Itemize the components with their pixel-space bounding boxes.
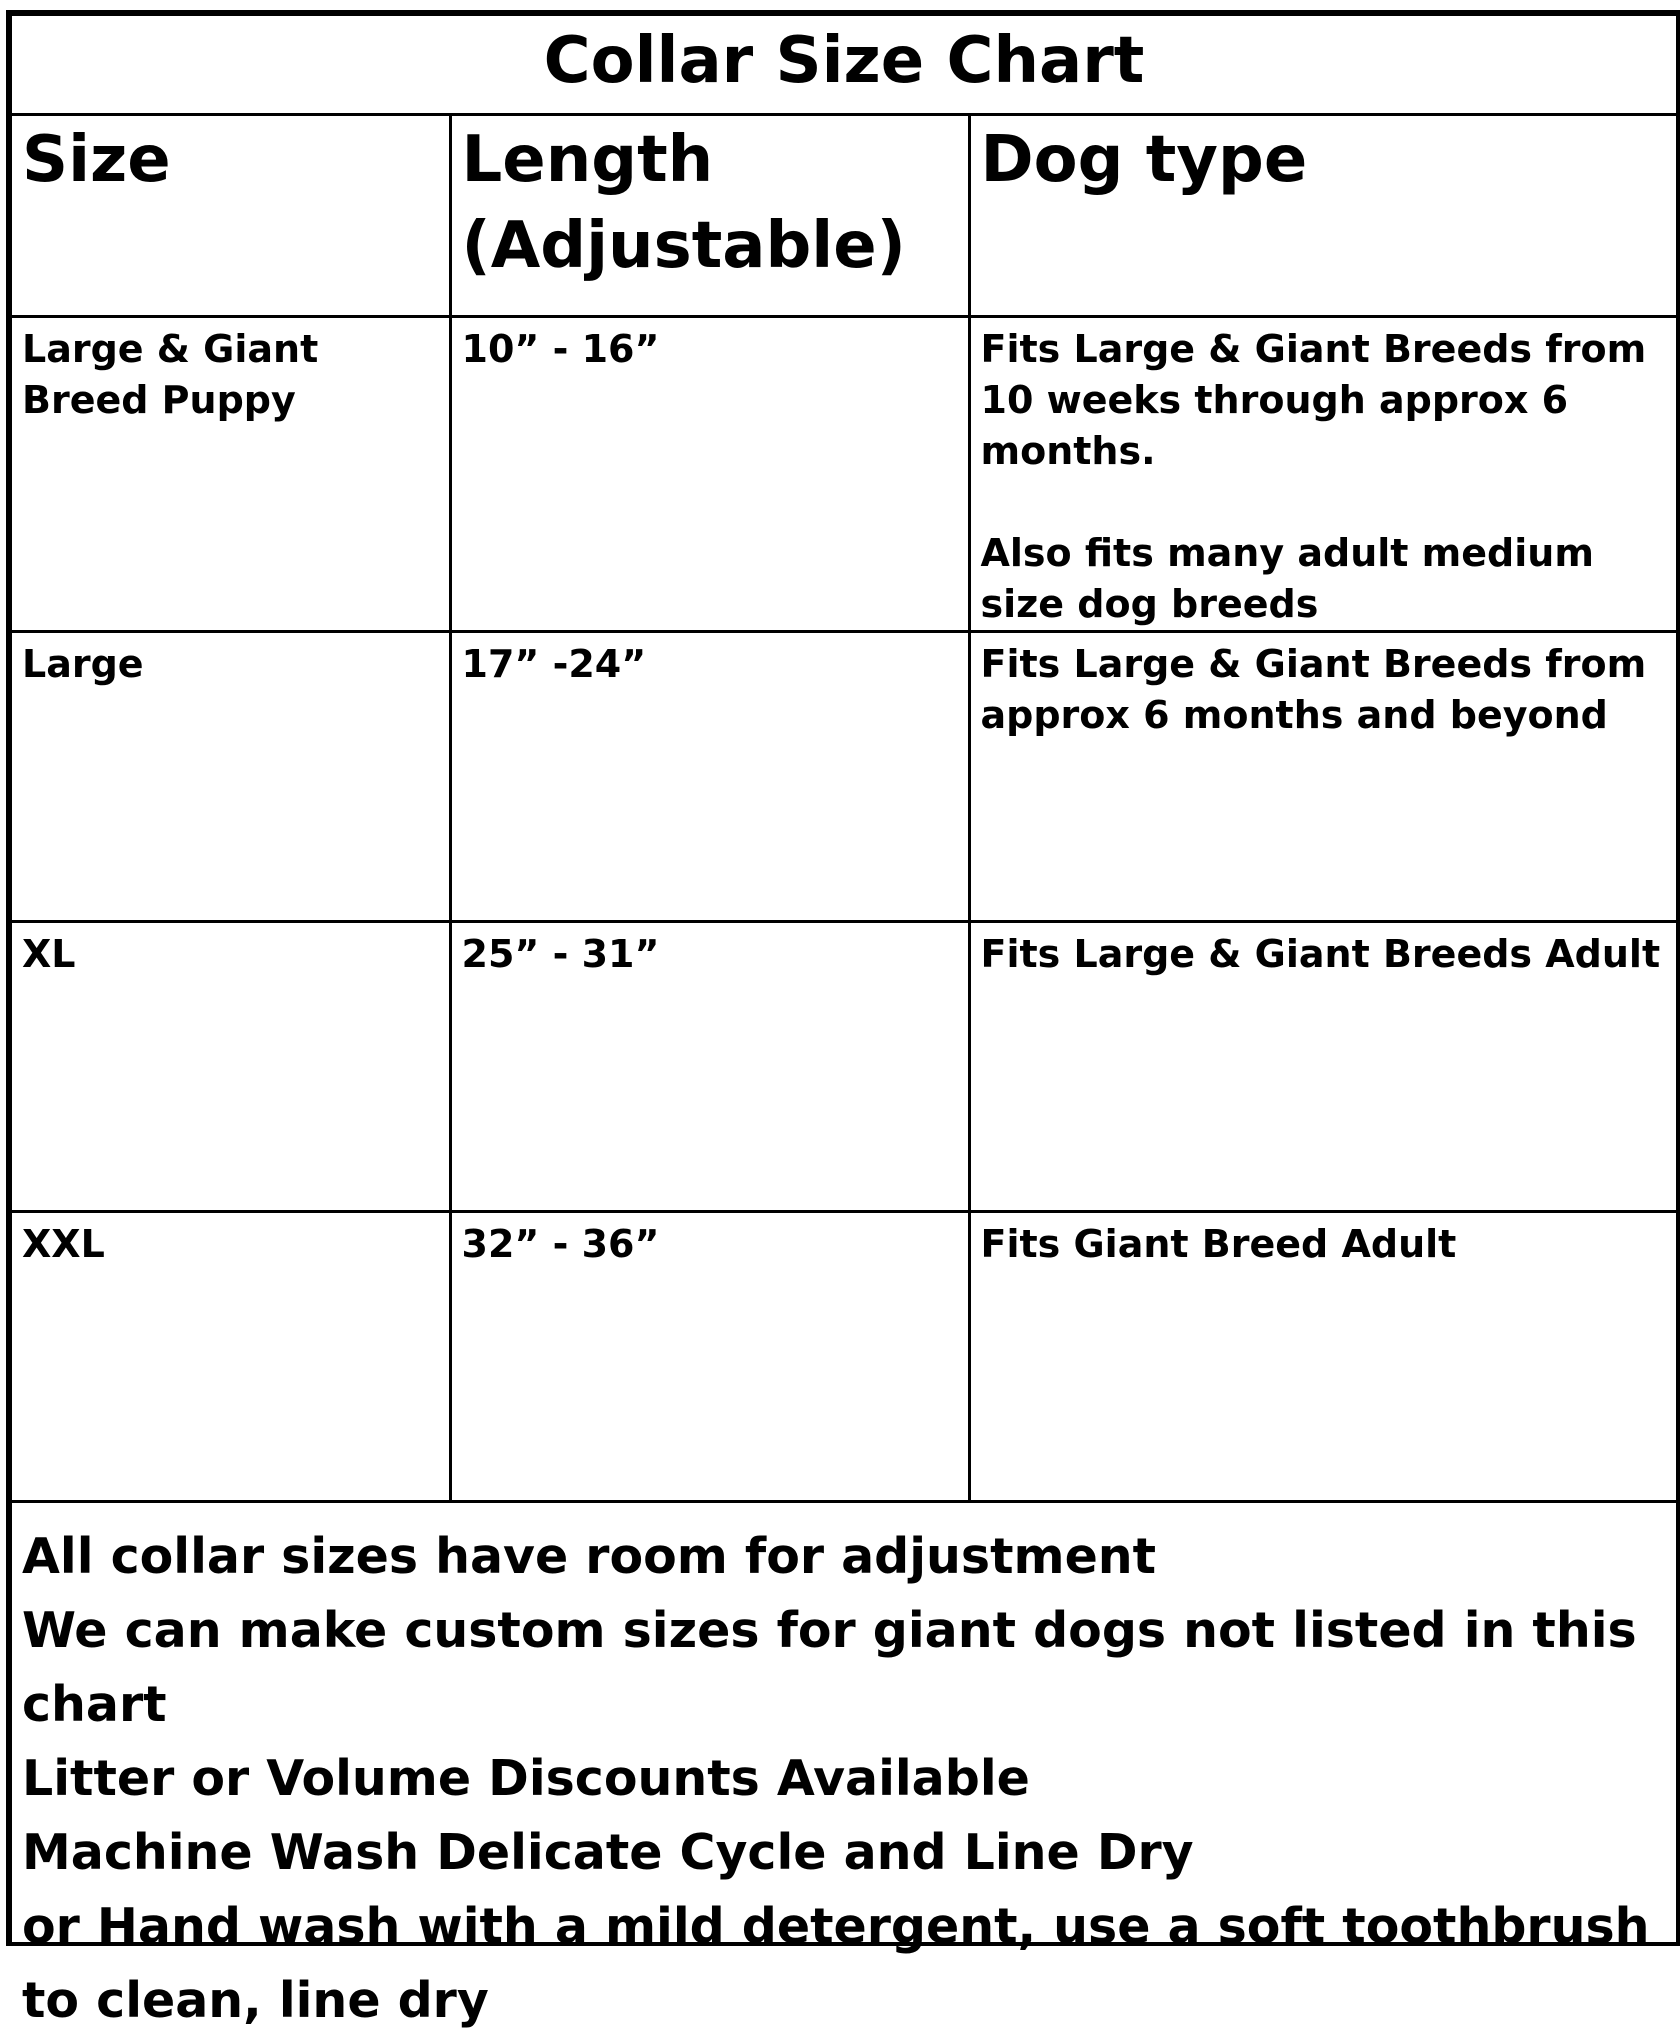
cell-dog-type <box>969 631 1676 921</box>
cell-length: 10” - 16” <box>450 316 969 631</box>
dog-type-line: Fits Large & Giant Breeds Adult <box>980 931 1661 976</box>
dog-type-line: Also fits many adult medium size dog breeds <box>980 530 1594 626</box>
note-line: Machine Wash Delicate Cycle and Line Dry <box>22 1824 1194 1881</box>
header-length: Length (Adjustable) <box>450 113 969 316</box>
cell-length: 25” - 31” <box>450 921 969 1211</box>
header-size: Size <box>12 113 450 316</box>
cell-dog-type <box>969 1211 1676 1501</box>
cell-size: Large & Giant Breed Puppy <box>12 316 450 631</box>
note-line: or Hand wash with a mild detergent, use a soft toothbrush to clean, line dry <box>22 1898 1650 2029</box>
cell-length: 17” -24” <box>450 631 969 921</box>
note-line: We can make custom sizes for giant dogs not listed in this chart <box>22 1602 1637 1733</box>
header-dog-type: Dog type <box>969 113 1676 316</box>
dog-type-line: Fits Large & Giant Breeds from approx 6 months and beyond <box>980 641 1647 737</box>
table-row <box>12 921 1676 1211</box>
cell-size: XXL <box>12 1211 450 1501</box>
cell-dog-type <box>969 921 1676 1211</box>
collar-size-table <box>12 113 1676 1503</box>
note-line: Litter or Volume Discounts Available <box>22 1750 1030 1807</box>
dog-type-line: Fits Large & Giant Breeds from 10 weeks through approx 6 months. <box>980 326 1647 473</box>
chart-frame <box>6 10 1680 2029</box>
page-title: Collar Size Chart <box>543 24 1145 98</box>
cell-size: Large <box>12 631 450 921</box>
cell-size: XL <box>12 921 450 1211</box>
cell-length: 32” - 36” <box>450 1211 969 1501</box>
table-row <box>12 316 1676 631</box>
dog-type-line: Fits Giant Breed Adult <box>980 1221 1457 1266</box>
table-header-row <box>12 113 1676 316</box>
notes-section <box>12 1490 1676 2029</box>
table-row <box>12 1211 1676 1501</box>
title-row <box>12 16 1676 116</box>
table-row <box>12 631 1676 921</box>
note-line: All collar sizes have room for adjustment <box>22 1528 1157 1585</box>
cell-dog-type <box>969 316 1676 631</box>
